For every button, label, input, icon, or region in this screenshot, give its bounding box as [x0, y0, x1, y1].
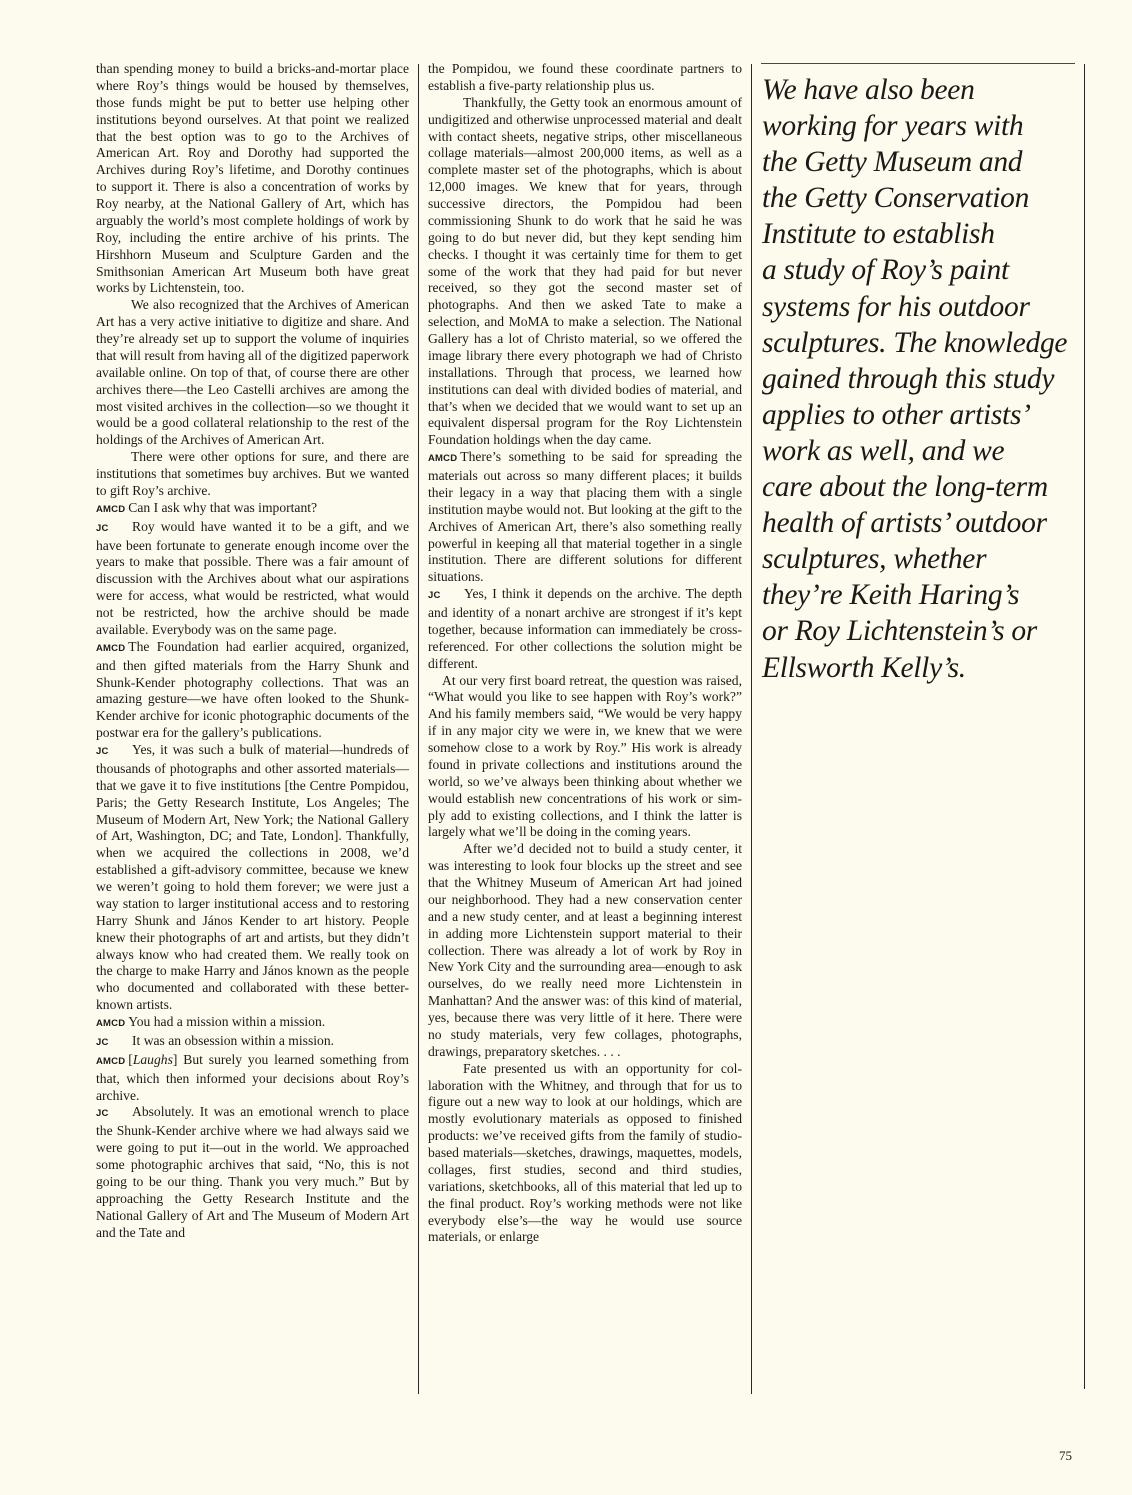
speaker-label: JC [96, 1108, 109, 1120]
interview-turn [96, 1014, 409, 1033]
speaker-label: JC [428, 590, 441, 602]
body-column-left [96, 61, 409, 1241]
paragraph-text: There’s something to be said for spreading the materials out across so many different places; it builds their legacy in a way that placing them with a single institution maybe would not. But looking at the gift to the Archives of American Art, there’s also something really powerful in keeping all that material together in a single institution. There are different solutions for different situations. [428, 449, 742, 585]
pull-quote-line: working for years with [762, 110, 1024, 143]
speaker-label: JC [96, 522, 109, 534]
paragraph [428, 1061, 742, 1247]
paragraph-text: Yes, it was such a bulk of material—hundreds of thousands of photographs and other assorted materials—that we gave it to five institutions [the Centre Pompidou, Paris; the Getty Research Institute, Los Angeles; The Museum of Modern Art, New York; the National Gallery of Art, Washington, DC; and Tate, London]. Thankfully, when we acquired the collections in 2008, we’d established a gift-advisory committee, because we knew we weren’t going to hold them forever; we were just a way station to larger institutional access and to restoring Harry Shunk and János Kender to art history. People knew their photographs of art and artists, but they didn’t always know who had created them. We really took on the charge to make Harry and János known as the people who documented and collaborated with these better-known artists. [96, 742, 409, 1013]
paragraph-text: You had a mission within a mission. [128, 1014, 326, 1029]
paragraph [428, 673, 742, 842]
pull-quote-line: they’re Keith Haring’s [762, 579, 1020, 612]
interview-turn [96, 519, 409, 639]
pull-quote-line: work as well, and we [762, 434, 1005, 467]
speaker-label: AMCD [96, 1055, 126, 1067]
interview-turn [96, 1033, 409, 1052]
pull-quote-line: applies to other artists’ [762, 398, 1031, 431]
pull-quote-line: the Getty Conservation [762, 182, 1030, 215]
column-rule-middle [751, 64, 752, 1394]
interview-turn: AMCD [Laughs] But surely you learned something from that, which then informed your decisions about Roy’s archive. [96, 1051, 409, 1103]
pull-quote-line: or Roy Lichtenstein’s or [762, 615, 1037, 648]
paragraph-text: At our very first board retreat, the question was raised, “What would you like to see happen with Roy’s work?” And his family members said, “We would be very happy if in any major city we were in, we knew that we were somehow close to a work by Roy.” His work is already found in private collections and institutions around the world, so we’ve always been thinking about whether we would establish new concentrations of his work or simply add to existing collections, and I think the latter is largely what we’ll be doing in the coming years. [428, 672, 742, 840]
paragraph [428, 95, 742, 449]
paragraph-text: Can I ask why that was important? [128, 499, 318, 515]
pull-quote-line: health of artists’ outdoor [762, 507, 1047, 540]
pull-quote-line: Institute to establish [762, 218, 995, 251]
pull-quote-line: sculptures. The knowledge [762, 326, 1068, 359]
interview-turn [96, 1104, 409, 1241]
paragraph-text: Yes, I think it depends on the archive. The depth and identity of a nonart archive are strongest if it’s kept together, because information can immediately be cross-referenced. For other collections the solution might be different. [428, 586, 742, 671]
paragraph-text: Thankfully, the Getty took an enormous amount of undigitized and otherwise unprocessed material and dealt with contact sheets, negative strips, other miscellaneous collage materials—almost 200,000 items, as well as a complete master set of the photographs, which is about 12,000 images. We knew that for years, through successive directors, the Pompidou had been commissioning Shunk to do work that he said he was going to do but never did, but they kept sending him checks. I thought it was certainly time for them to get some of the work that they had paid for but never received, so they got the second master set of photographs. And then we asked Tate to make a selection, and MoMA to make a selection. The National Gallery has a lot of Christo material, so we offered the image library there every photograph we had of Christo installations. Through that process, we learned how institutions can deal with divided bodies of material, and that’s when we decided that we would want to set up an equivalent dispersal program for the Roy Lichtenstein Foundation holdings when the day came. [428, 94, 742, 448]
column-rule-left [418, 64, 419, 1394]
paragraph-text: than spending money to build a bricks-and-mortar place where Roy’s things would be housed by themselves, those funds might be put to better use helping other institutions beyond ourselves. At that point we realized that the best option was to go to the Archives of American Art. Roy and Dorothy had supported the Archives during Roy’s lifetime, and Dorothy continues to support it. There is also a concentration of works by Roy nearby, at the National Gallery of Art, which has arguably the world’s most complete holdings of work by Roy, including the entire archive of his prints. The Hirshhorn Museum and Sculpture Garden and the Smithsonian American Art Museum both have great works by Lichtenstein, too. [96, 61, 409, 296]
paragraph [96, 297, 409, 449]
stage-direction: Laughs [132, 1051, 173, 1067]
pull-quote-line: sculptures, whether [762, 543, 987, 576]
pull-quote-top-rule [761, 63, 1075, 64]
paragraph-text: There were other options for sure, and there are institutions that sometimes buy archives. But we wanted to gift Roy’s archive. [96, 449, 409, 498]
pull-quote-line: systems for his outdoor [762, 290, 1030, 323]
pull-quote-line: care about the long-term [762, 471, 1048, 504]
paragraph [428, 841, 742, 1060]
paragraph-text: But surely you learned something from that, which then informed your decisions about Roy’s archive. [96, 1051, 409, 1103]
speaker-label: JC [96, 746, 109, 757]
page-number: 75 [1059, 1448, 1072, 1463]
pull-quote-line: Ellsworth Kelly’s. [762, 651, 966, 684]
pull-quote-line: gained through this study [762, 362, 1055, 395]
interview-turn [96, 500, 409, 519]
interview-turn [428, 449, 742, 586]
paragraph-text: It was an obsession within a mission. [132, 1032, 335, 1048]
pull-quote-line: a study of Roy’s paint [762, 254, 1009, 287]
paragraph-text: Absolutely. It was an emotional wrench to place the Shunk-Kender archive where we had always said we were going to put it—out in the world. We approached some photographic archives that said, “No, this is not going to be our thing. Thank you very much.” But by approaching the Getty Research Institute and the National Gallery of Art and The Museum of Modern Art and the Tate and [96, 1104, 409, 1240]
paragraph-text: After we’d decided not to build a study center, it was interesting to look four blocks up the street and see that the Whitney Museum of American Art had joined our neighborhood. They had a new conservation center and a new study center, and at least a beginning interest in adding more Lichtenstein support material to their collection. There was already a lot of work by Roy in New York City and the surrounding area—enough to ask ourselves, do we really need more Lichtenstein in Manhattan? And the answer was: of this kind of material, yes, because there was very little of it here. There were no study materials, very few collages, photographs, drawings, preparatory sketches. . . . [428, 841, 742, 1059]
paragraph-text: the Pompidou, we found these coordinate partners to establish a five-party relationship plus us. [428, 61, 742, 93]
paragraph [96, 61, 409, 297]
speaker-label: JC [96, 1036, 109, 1048]
paragraph-text: We also recognized that the Archives of American Art has a very active initiative to digitize and share. And they’re already set up to support the volume of inquiries that will result from having all of the digitized paperwork available online. On top of that, of course there are other archives there—the Leo Castelli archives are among the most visited archives in the collection—so we thought it would be a good collateral relationship to the rest of the holdings of the Archives of American Art. [96, 297, 409, 448]
pull-quote-line: the Getty Museum and [762, 146, 1023, 179]
speaker-label: AMCD [428, 453, 458, 465]
column-rule-right [1084, 64, 1085, 1389]
paragraph-text: The Foundation had earlier acquired, organized, and then gifted materials from the Harry Shunk and Shunk-Kender photography collections. That was an amazing gesture—we have often looked to the Shunk-Kender archive for iconic photographic documents of the postwar era for the gallery’s publications. [96, 638, 409, 741]
pull-quote [762, 72, 1082, 686]
paragraph [96, 449, 409, 500]
interview-turn [96, 639, 409, 742]
paragraph-text: Roy would have wanted it to be a gift, and we have been fortunate to generate enough income over the years to make that possible. There was a fair amount of discussion with the Archives about what our aspirations were for access, what would be restricted, what would not be restricted, how the archive should be made available. Everybody was on the same page. [96, 518, 409, 637]
speaker-label: AMCD [96, 503, 126, 515]
speaker-label: AMCD [96, 642, 126, 654]
body-column-middle [428, 61, 742, 1246]
paragraph [428, 61, 742, 95]
paragraph-text: Fate presented us with an opportunity for collaboration with the Whitney, and through that for us to figure out a new way to look at our holdings, which are mostly evolutionary materials as opposed to finished products: we’ve received gifts from the family of studio-based materials—sketches, drawings, maquettes, models, collages, first studies, second and third studies, variations, sketchbooks, all of this material that led up to the final product. Roy’s working methods were not like everybody else’s—the way he would use source materials, or enlarge [428, 1060, 742, 1245]
speaker-label: AMCD [96, 1018, 126, 1029]
pull-quote-line: We have also been [762, 74, 975, 106]
interview-turn [428, 586, 742, 672]
interview-turn [96, 742, 409, 1014]
